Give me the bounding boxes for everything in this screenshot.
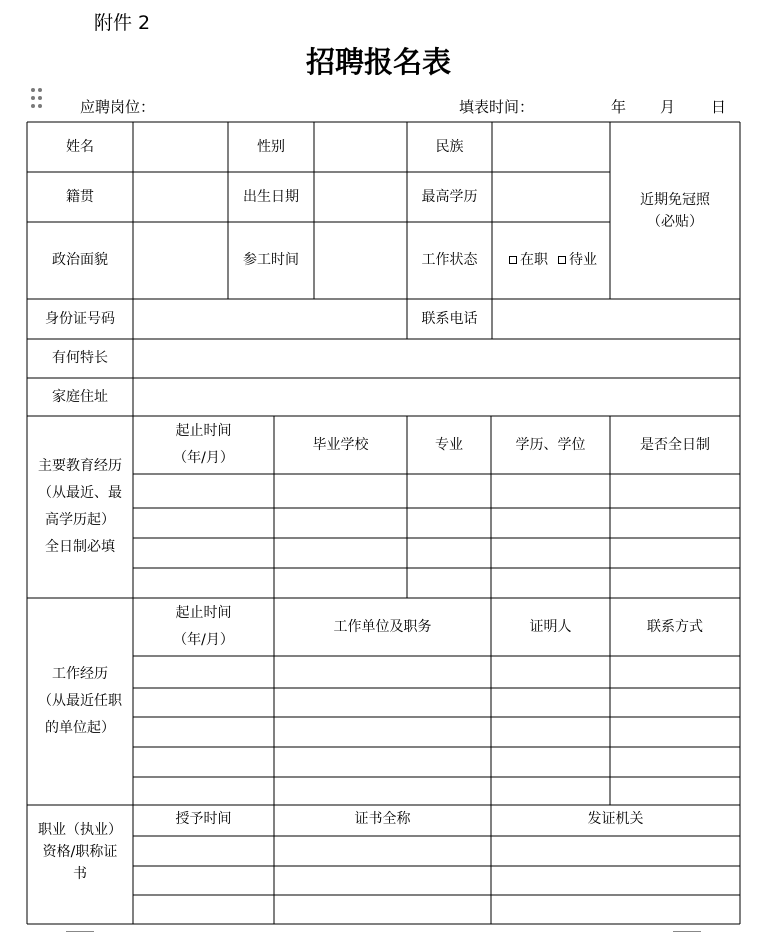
work-employer-header: 工作单位及职务 — [333, 618, 432, 635]
cert-issuer-header: 发证机关 — [587, 811, 644, 827]
work-status-label: 工作状态 — [421, 252, 478, 268]
education-level-label: 最高学历 — [421, 188, 478, 205]
position-label: 应聘岗位： — [80, 98, 156, 116]
phone-label: 联系电话 — [421, 310, 478, 327]
edu-school-header: 毕业学校 — [312, 436, 369, 453]
photo-area[interactable] — [610, 122, 740, 299]
employed-option-label: 在职 — [520, 252, 548, 268]
photo-label: 近期免冠照 — [640, 191, 710, 208]
cert-date-header: 授予时间 — [175, 811, 232, 827]
work-contact-header: 联系方式 — [647, 618, 703, 635]
edu-fulltime-header: 是否全日制 — [640, 436, 710, 453]
photo-required-note: （必贴） — [647, 213, 703, 230]
waiting-option-label: 待业 — [569, 252, 597, 268]
edu-time-header: 起止时间 （年/月） — [173, 423, 234, 466]
form-title: 招聘报名表 — [305, 45, 451, 79]
year-label: 年 — [611, 98, 627, 116]
name-label: 姓名 — [66, 138, 94, 155]
edu-degree-header: 学历、学位 — [515, 436, 586, 453]
work-status-options — [492, 222, 610, 299]
page-corner-mark-left — [66, 931, 94, 932]
birth-date-label: 出生日期 — [243, 188, 299, 205]
political-status-label: 政治面貌 — [52, 252, 108, 268]
employed-checkbox[interactable] — [509, 256, 517, 264]
native-place-label: 籍贯 — [66, 188, 94, 205]
edu-major-header: 专业 — [435, 436, 463, 453]
education-section-label: 主要教育经历 （从最近、最 高学历起） 全日制必填 — [38, 458, 122, 555]
work-witness-header: 证明人 — [529, 618, 572, 635]
page-corner-mark-right — [673, 931, 701, 932]
gender-label: 性别 — [257, 138, 285, 155]
cert-section-label: 职业（执业） 资格/职称证 书 — [38, 822, 122, 882]
day-label: 日 — [711, 98, 727, 116]
cert-name-header: 证书全称 — [354, 811, 411, 827]
attachment-label: 附件 2 — [94, 12, 151, 34]
work-start-label: 参工时间 — [243, 252, 299, 268]
work-time-header: 起止时间 （年/月） — [173, 605, 234, 648]
month-label: 月 — [660, 98, 676, 116]
id-number-label: 身份证号码 — [45, 310, 115, 327]
work-section-label: 工作经历 （从最近任职 的单位起） — [38, 666, 122, 736]
fill-time-label: 填表时间： — [459, 98, 535, 116]
ethnicity-label: 民族 — [435, 138, 464, 155]
address-label: 家庭住址 — [52, 388, 108, 405]
waiting-checkbox[interactable] — [558, 256, 566, 264]
specialties-label: 有何特长 — [52, 350, 108, 366]
